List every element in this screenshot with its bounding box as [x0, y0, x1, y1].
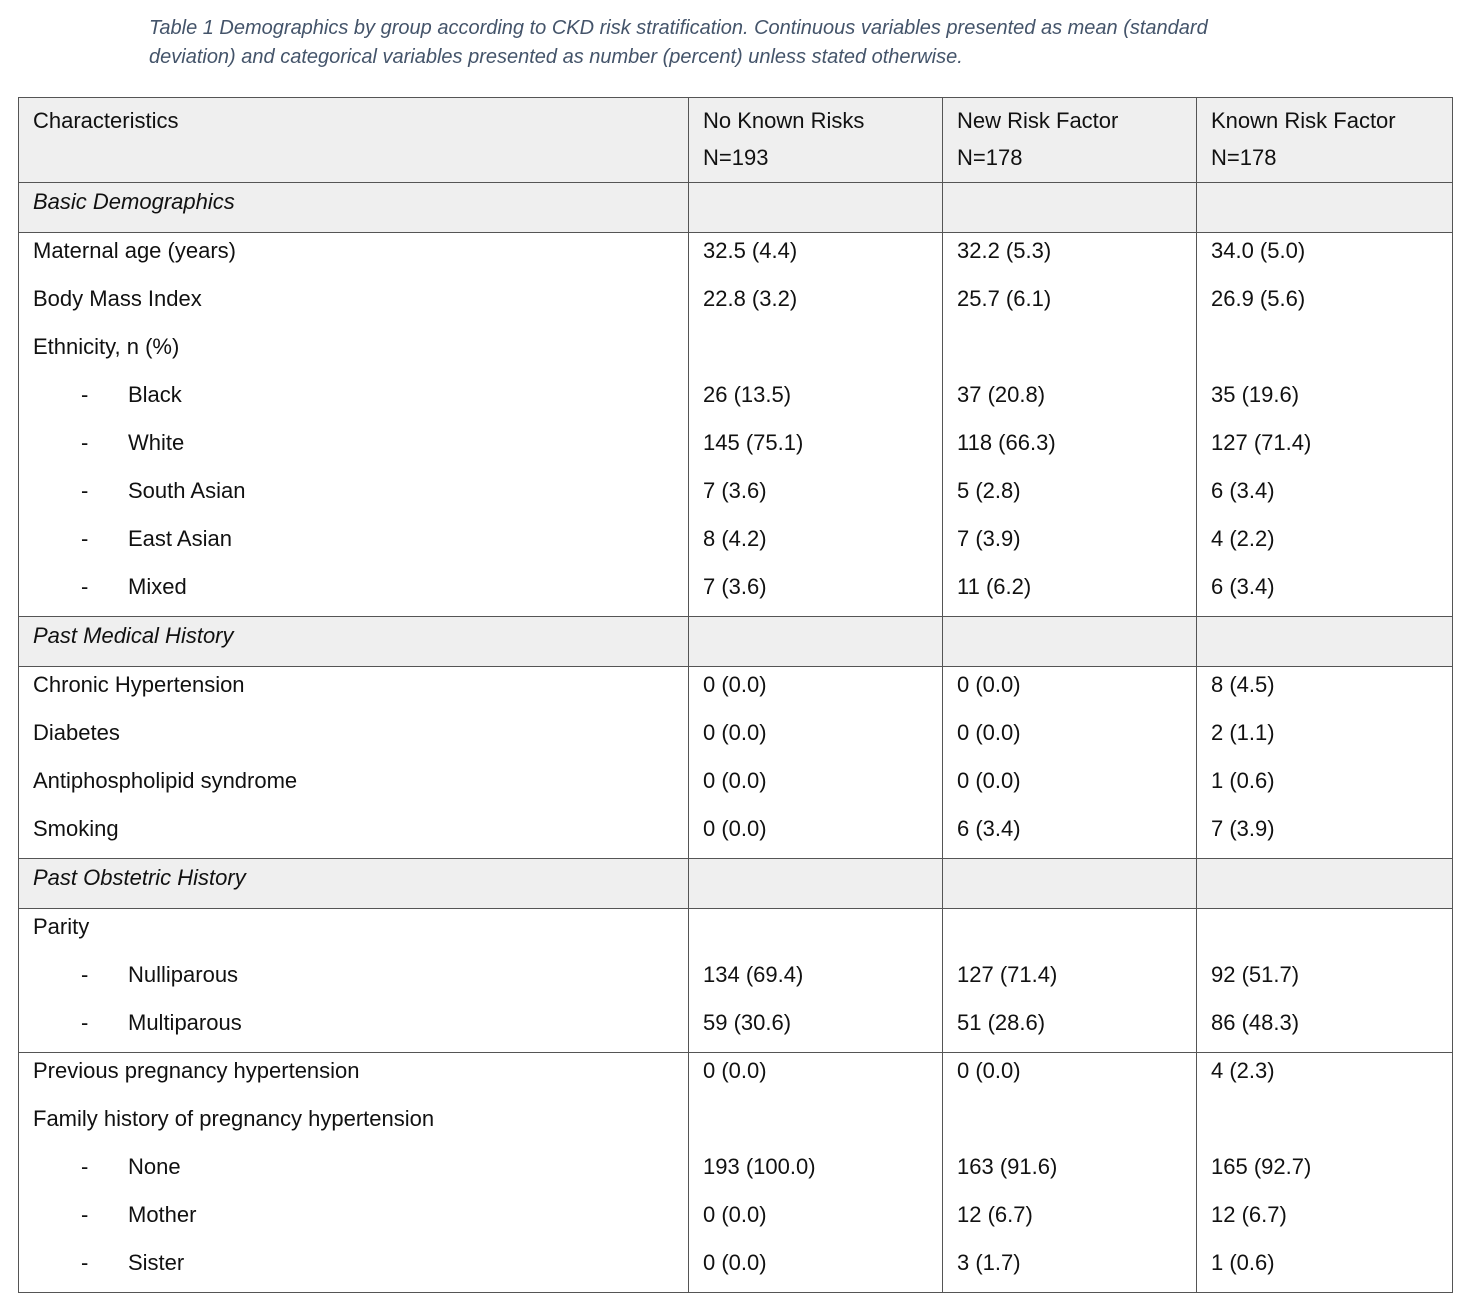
sub-label: Multiparous [128, 1009, 242, 1035]
section-title: Basic Demographics [19, 183, 689, 233]
cell-value: 5 (2.8) [943, 473, 1197, 521]
cell-value: 145 (75.1) [689, 425, 943, 473]
table-row [19, 909, 1453, 957]
sub-label: East Asian [128, 525, 232, 551]
section-title: Past Medical History [19, 617, 689, 667]
caption-line-1: Table 1 Demographics by group according to CKD risk stratification. Continuous variables presented as mean (standard [149, 17, 1208, 39]
row-label [19, 1245, 689, 1293]
cell-value: 32.2 (5.3) [943, 233, 1197, 281]
group-n: N=193 [703, 145, 769, 170]
cell-value: 6 (3.4) [1197, 569, 1453, 617]
cell-value: 11 (6.2) [943, 569, 1197, 617]
table-row [19, 281, 1453, 329]
sub-label: Nulliparous [128, 961, 239, 987]
cell-value: 7 (3.9) [1197, 811, 1453, 859]
dash: - [81, 525, 89, 551]
row-label: Ethnicity, n (%) [19, 329, 689, 377]
row-label: Parity [19, 909, 689, 957]
table-row [19, 1005, 1453, 1053]
cell-value: 4 (2.3) [1197, 1053, 1453, 1101]
table-caption [149, 14, 1349, 72]
cell-value: 6 (3.4) [1197, 473, 1453, 521]
group-n: N=178 [1211, 145, 1277, 170]
table-row [19, 425, 1453, 473]
sub-label: None [128, 1153, 181, 1179]
section-title: Past Obstetric History [19, 859, 689, 909]
group-name: Known Risk Factor [1211, 108, 1396, 133]
table-row [19, 329, 1453, 377]
header-row [19, 98, 1453, 183]
cell-value: 0 (0.0) [943, 667, 1197, 715]
sub-label: South Asian [128, 477, 246, 503]
row-label [19, 569, 689, 617]
table-row [19, 1197, 1453, 1245]
section-row-past-medical-history [19, 617, 1453, 667]
demographics-table [18, 97, 1453, 1293]
cell-value: 165 (92.7) [1197, 1149, 1453, 1197]
header-characteristics: Characteristics [19, 98, 689, 183]
cell-value: 86 (48.3) [1197, 1005, 1453, 1053]
row-label: Smoking [19, 811, 689, 859]
cell-value: 8 (4.2) [689, 521, 943, 569]
cell-value: 22.8 (3.2) [689, 281, 943, 329]
cell-value: 0 (0.0) [943, 1053, 1197, 1101]
dash: - [81, 573, 89, 599]
cell-value: 7 (3.6) [689, 473, 943, 521]
cell-value: 0 (0.0) [689, 811, 943, 859]
cell-value: 51 (28.6) [943, 1005, 1197, 1053]
dash: - [81, 961, 89, 987]
cell-value: 4 (2.2) [1197, 521, 1453, 569]
cell-value: 0 (0.0) [943, 715, 1197, 763]
cell-value: 134 (69.4) [689, 957, 943, 1005]
cell-value: 8 (4.5) [1197, 667, 1453, 715]
cell-value: 12 (6.7) [943, 1197, 1197, 1245]
row-label [19, 1197, 689, 1245]
cell-value: 0 (0.0) [689, 763, 943, 811]
table-row [19, 763, 1453, 811]
cell-value: 2 (1.1) [1197, 715, 1453, 763]
table-row [19, 715, 1453, 763]
cell-value: 32.5 (4.4) [689, 233, 943, 281]
table-row [19, 1101, 1453, 1149]
cell-value: 0 (0.0) [689, 1053, 943, 1101]
sub-label: Mother [128, 1201, 197, 1227]
row-label: Chronic Hypertension [19, 667, 689, 715]
table-row [19, 667, 1453, 715]
header-group-known-risk-factor [1197, 98, 1453, 183]
table-row [19, 473, 1453, 521]
dash: - [81, 1201, 89, 1227]
row-label [19, 377, 689, 425]
row-label [19, 473, 689, 521]
group-name: No Known Risks [703, 108, 865, 133]
cell-value: 26 (13.5) [689, 377, 943, 425]
table-row [19, 377, 1453, 425]
table-row [19, 233, 1453, 281]
header-group-no-known-risks [689, 98, 943, 183]
cell-value: 193 (100.0) [689, 1149, 943, 1197]
header-group-new-risk-factor [943, 98, 1197, 183]
cell-value: 127 (71.4) [1197, 425, 1453, 473]
table-row [19, 1245, 1453, 1293]
cell-value: 25.7 (6.1) [943, 281, 1197, 329]
row-label: Family history of pregnancy hypertension [19, 1101, 689, 1149]
row-label [19, 957, 689, 1005]
dash: - [81, 381, 89, 407]
cell-value: 34.0 (5.0) [1197, 233, 1453, 281]
row-label: Antiphospholipid syndrome [19, 763, 689, 811]
group-n: N=178 [957, 145, 1023, 170]
row-label: Previous pregnancy hypertension [19, 1053, 689, 1101]
cell-value: 0 (0.0) [689, 1245, 943, 1293]
row-label [19, 1005, 689, 1053]
cell-value: 0 (0.0) [689, 667, 943, 715]
table-row [19, 569, 1453, 617]
sub-label: Sister [128, 1249, 185, 1275]
row-label [19, 1149, 689, 1197]
cell-value: 6 (3.4) [943, 811, 1197, 859]
sub-label: Mixed [128, 573, 187, 599]
cell-value: 127 (71.4) [943, 957, 1197, 1005]
section-row-basic-demographics [19, 183, 1453, 233]
dash: - [81, 429, 89, 455]
dash: - [81, 1153, 89, 1179]
cell-value: 37 (20.8) [943, 377, 1197, 425]
table-row [19, 1053, 1453, 1101]
table-row [19, 811, 1453, 859]
cell-value: 26.9 (5.6) [1197, 281, 1453, 329]
cell-value: 7 (3.6) [689, 569, 943, 617]
cell-value: 92 (51.7) [1197, 957, 1453, 1005]
table-row [19, 957, 1453, 1005]
section-row-past-obstetric-history [19, 859, 1453, 909]
cell-value: 7 (3.9) [943, 521, 1197, 569]
cell-value: 163 (91.6) [943, 1149, 1197, 1197]
cell-value: 35 (19.6) [1197, 377, 1453, 425]
cell-value: 3 (1.7) [943, 1245, 1197, 1293]
group-name: New Risk Factor [957, 108, 1119, 133]
row-label [19, 521, 689, 569]
row-label: Diabetes [19, 715, 689, 763]
cell-value: 1 (0.6) [1197, 1245, 1453, 1293]
dash: - [81, 1249, 89, 1275]
cell-value: 59 (30.6) [689, 1005, 943, 1053]
sub-label: White [128, 429, 185, 455]
row-label [19, 425, 689, 473]
cell-value: 0 (0.0) [689, 1197, 943, 1245]
dash: - [81, 1009, 89, 1035]
cell-value: 0 (0.0) [943, 763, 1197, 811]
row-label: Maternal age (years) [19, 233, 689, 281]
cell-value: 0 (0.0) [689, 715, 943, 763]
dash: - [81, 477, 89, 503]
sub-label: Black [128, 381, 182, 407]
table-row [19, 1149, 1453, 1197]
caption-line-2: deviation) and categorical variables presented as number (percent) unless stated otherwise. [149, 46, 963, 68]
cell-value: 1 (0.6) [1197, 763, 1453, 811]
cell-value: 118 (66.3) [943, 425, 1197, 473]
cell-value: 12 (6.7) [1197, 1197, 1453, 1245]
table-row [19, 521, 1453, 569]
row-label: Body Mass Index [19, 281, 689, 329]
